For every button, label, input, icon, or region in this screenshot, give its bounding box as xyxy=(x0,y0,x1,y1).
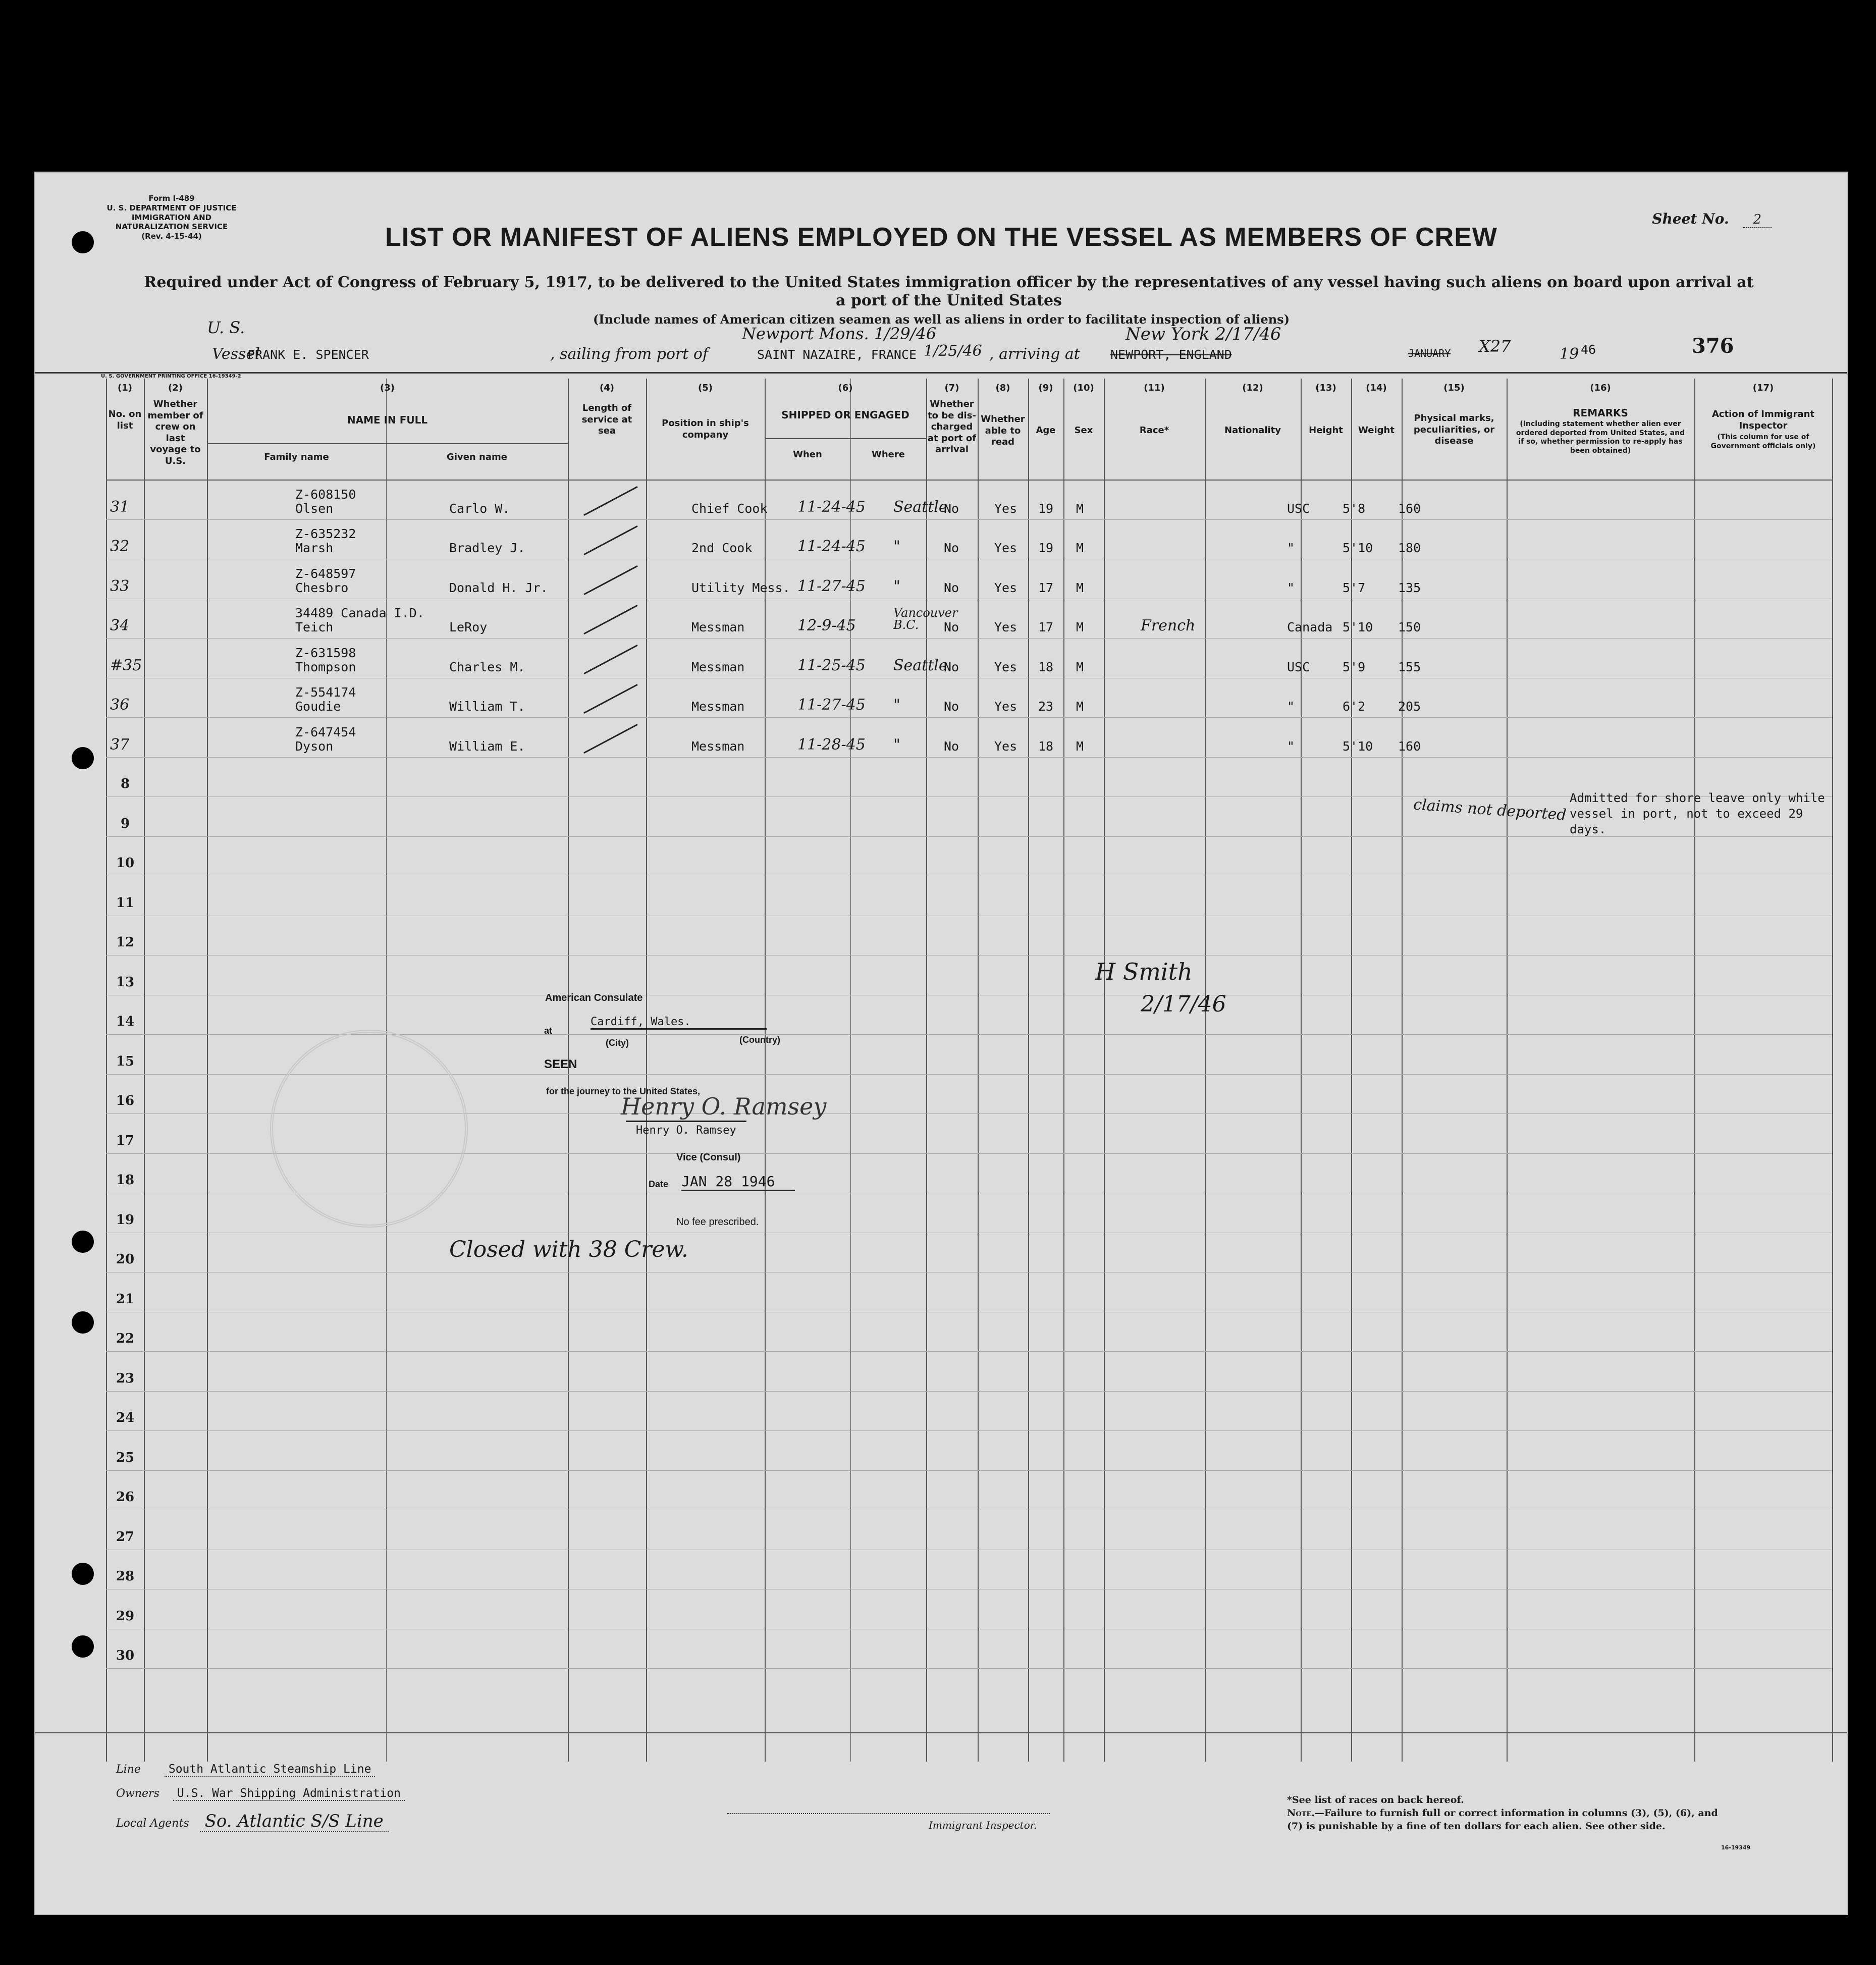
col-10-label: Sex xyxy=(1074,425,1093,436)
service-checkmark xyxy=(583,605,637,634)
include-note: (Include names of American citizen seamen as well as aliens in order to facilitate inspection of aliens) xyxy=(593,312,1290,327)
col-9-label: Age xyxy=(1036,425,1056,436)
crew-given-name: William T. xyxy=(449,699,525,714)
consul-stamp-title: Vice (Consul) xyxy=(676,1152,741,1163)
row-number: 26 xyxy=(116,1490,135,1505)
col-5-number: (5) xyxy=(698,383,713,393)
crew-weight: 160 xyxy=(1398,501,1421,516)
crew-discharged: No xyxy=(944,659,959,674)
agents-label: Local Agents xyxy=(116,1817,189,1830)
department-name: U. S. DEPARTMENT OF JUSTICE xyxy=(106,203,237,213)
binder-hole xyxy=(72,747,94,769)
row-number: 11 xyxy=(116,895,135,911)
vessel-prefix-handwritten: U. S. xyxy=(207,318,245,337)
inspector-signature-line xyxy=(727,1813,1050,1814)
crew-weight: 155 xyxy=(1398,659,1421,674)
crew-able-to-read: Yes xyxy=(994,541,1017,555)
col-8-number: (8) xyxy=(995,383,1010,393)
crew-shipped-where: " xyxy=(893,577,900,595)
service-checkmark xyxy=(583,486,637,516)
crew-given-name: Charles M. xyxy=(449,659,525,674)
crew-shipped-when: 11-27-45 xyxy=(797,696,866,714)
crew-weight: 160 xyxy=(1398,738,1421,754)
row-number: 19 xyxy=(116,1212,135,1228)
line-label: Line xyxy=(116,1763,141,1776)
crew-shipped-when: 11-27-45 xyxy=(797,577,866,595)
consul-stamp-city: Cardiff, Wales. xyxy=(591,1016,767,1030)
line-field xyxy=(116,1763,375,1776)
row-number: 17 xyxy=(116,1133,135,1148)
col-3-given: Given name xyxy=(447,452,507,462)
crew-given-name: Carlo W. xyxy=(449,501,510,516)
col-12-number: (12) xyxy=(1242,383,1263,393)
crew-id: Z-648597 xyxy=(295,566,356,581)
vessel-label: Vessel xyxy=(212,345,260,363)
note-label: Note. xyxy=(1287,1808,1315,1819)
crew-position: Messman xyxy=(691,699,745,714)
crew-id: 34489 Canada I.D. xyxy=(295,606,424,620)
crew-able-to-read: Yes xyxy=(994,738,1017,754)
crew-given-name: William E. xyxy=(449,738,525,754)
row-number: 21 xyxy=(116,1291,135,1307)
col-15-number: (15) xyxy=(1443,383,1465,393)
teich-remarks: Admitted for shore leave only while vessel in port, not to exceed 29 days. xyxy=(1570,791,1825,837)
col-6-label: SHIPPED OR ENGAGED xyxy=(781,409,909,421)
arriving-label: , arriving at xyxy=(989,345,1080,363)
crew-able-to-read: Yes xyxy=(994,699,1017,714)
form-revision: (Rev. 4-15-44) xyxy=(141,232,202,241)
crew-age: 17 xyxy=(1038,580,1054,595)
crew-family-name: Dyson xyxy=(295,738,334,754)
col-15-label: Physical marks, peculiarities, or disease xyxy=(1413,413,1495,446)
footer-rule xyxy=(35,1732,1847,1733)
rownum-hand: 33 xyxy=(110,577,130,595)
inspector-label: Immigrant Inspector. xyxy=(929,1819,1037,1831)
header-rule xyxy=(35,372,1847,374)
crew-nationality: USC xyxy=(1287,501,1310,516)
row-number: 13 xyxy=(116,974,135,990)
arrival-year: 46 xyxy=(1581,342,1596,357)
service-checkmark xyxy=(583,724,637,754)
crew-sex: M xyxy=(1076,659,1084,674)
owners-label: Owners xyxy=(116,1787,159,1800)
crew-position: Messman xyxy=(691,659,745,674)
row-number: 12 xyxy=(116,935,135,950)
binder-hole xyxy=(72,1635,94,1658)
col-16-label: REMARKS xyxy=(1573,407,1628,419)
crew-id: Z-631598 xyxy=(295,645,356,660)
consul-stamp-at: at xyxy=(544,1026,553,1036)
closed-note: Closed with 38 Crew. xyxy=(449,1237,688,1262)
crew-discharged: No xyxy=(944,738,959,754)
vessel-name: FRANK E. SPENCER xyxy=(247,347,369,362)
crew-family-name: Goudie xyxy=(295,699,341,714)
crew-nationality: " xyxy=(1287,699,1295,714)
crew-discharged: No xyxy=(944,620,959,634)
crew-sex: M xyxy=(1076,620,1084,634)
col-5-label: Position in ship's company xyxy=(662,418,749,440)
consul-stamp-city-label: (City) xyxy=(606,1038,629,1048)
crew-height: 6'2 xyxy=(1343,699,1366,714)
crew-shipped-when: 12-9-45 xyxy=(797,617,856,634)
penalty-note xyxy=(1287,1807,1731,1833)
sailing-from-port: SAINT NAZAIRE, FRANCE xyxy=(757,347,917,362)
crew-nationality: " xyxy=(1287,580,1295,595)
crew-shipped-where: Seattle xyxy=(893,656,948,674)
sheet-number-label: Sheet No. xyxy=(1652,210,1729,227)
row-number: 18 xyxy=(116,1173,135,1188)
consul-stamp-line1: American Consulate xyxy=(545,992,643,1003)
crew-position: Messman xyxy=(691,738,745,754)
owners-value: U.S. War Shipping Administration xyxy=(173,1787,405,1801)
consul-signer-name: Henry O. Ramsey xyxy=(626,1121,746,1137)
crew-id: Z-635232 xyxy=(295,526,356,541)
row-number: 22 xyxy=(116,1331,135,1346)
crew-shipped-where: " xyxy=(893,735,900,754)
agents-field xyxy=(116,1811,389,1831)
year-prefix: 19 xyxy=(1560,345,1579,363)
binder-hole xyxy=(72,1563,94,1585)
arriving-at-port: NEWPORT, ENGLAND xyxy=(1110,347,1232,362)
consul-stamp-date-label: Date xyxy=(649,1179,669,1189)
crew-shipped-where: Vancouver B.C. xyxy=(893,606,958,632)
col-13-number: (13) xyxy=(1315,383,1336,393)
col-17-number: (17) xyxy=(1752,383,1774,393)
col-4-number: (4) xyxy=(600,383,614,393)
crew-sex: M xyxy=(1076,501,1084,516)
row-number: 16 xyxy=(116,1093,135,1108)
crew-discharged: No xyxy=(944,501,959,516)
owners-field xyxy=(116,1787,405,1800)
col-3-number: (3) xyxy=(380,383,395,393)
crew-shipped-when: 11-25-45 xyxy=(797,656,866,674)
rownum-hand: #35 xyxy=(110,656,142,674)
crew-discharged: No xyxy=(944,699,959,714)
row-number: 9 xyxy=(120,816,130,831)
col-1-number: (1) xyxy=(118,383,132,393)
crew-height: 5'10 xyxy=(1343,620,1373,634)
crew-given-name: Donald H. Jr. xyxy=(449,580,548,595)
sailing-date-handwritten: 1/25/46 xyxy=(924,342,982,360)
binder-hole xyxy=(72,1231,94,1253)
teich-physical-handwritten: claims not deported xyxy=(1413,795,1567,824)
col-9-number: (9) xyxy=(1038,383,1053,393)
consular-embossed-seal xyxy=(270,1030,468,1228)
crew-family-name: Marsh xyxy=(295,541,334,555)
col-2-label: Whether member of crew on last voyage to U.S. xyxy=(147,399,203,466)
row-number: 15 xyxy=(116,1053,135,1069)
col-13-label: Height xyxy=(1309,425,1343,436)
crew-table xyxy=(106,379,1832,1762)
crew-position: Chief Cook xyxy=(691,501,768,516)
row-number: 24 xyxy=(116,1410,135,1425)
form-code: 16-19349 xyxy=(1721,1844,1751,1851)
inspector-date: 2/17/46 xyxy=(1141,991,1226,1017)
crew-nationality: " xyxy=(1287,738,1295,754)
crew-height: 5'7 xyxy=(1343,580,1366,595)
rownum-hand: 34 xyxy=(110,617,130,634)
crew-age: 19 xyxy=(1038,541,1054,555)
col-11-label: Race* xyxy=(1139,425,1169,436)
inspector-initials: H Smith xyxy=(1095,958,1193,985)
col-11-number: (11) xyxy=(1144,383,1165,393)
crew-age: 18 xyxy=(1038,659,1054,674)
col-4-label: Length of service at sea xyxy=(581,403,632,436)
crew-age: 18 xyxy=(1038,738,1054,754)
crew-shipped-when: 11-24-45 xyxy=(797,538,866,555)
service-checkmark xyxy=(583,565,637,595)
crew-given-name: Bradley J. xyxy=(449,541,525,555)
row-number: 20 xyxy=(116,1252,135,1267)
crew-family-name: Olsen xyxy=(295,501,334,516)
crew-able-to-read: Yes xyxy=(994,659,1017,674)
printing-office: U. S. GOVERNMENT PRINTING OFFICE 16-19349-2 xyxy=(101,374,241,379)
consul-signature: Henry O. Ramsey xyxy=(621,1093,827,1120)
crew-shipped-when: 11-24-45 xyxy=(797,498,866,516)
sheet-number-value: 2 xyxy=(1743,212,1772,228)
row-number: 8 xyxy=(120,776,130,791)
crew-age: 23 xyxy=(1038,699,1054,714)
crew-nationality: Canada xyxy=(1287,620,1333,634)
crew-able-to-read: Yes xyxy=(994,501,1017,516)
rownum-hand: 31 xyxy=(110,498,130,516)
row-number: 27 xyxy=(116,1529,135,1545)
col-7-label: Whether to be dis-charged at port of arrival xyxy=(927,399,977,455)
col-16-sublabel: (Including statement whether alien ever ordered deported from United States, and if so, whether permission to re-apply has been obtained) xyxy=(1516,420,1685,455)
crew-able-to-read: Yes xyxy=(994,580,1017,595)
crew-family-name: Teich xyxy=(295,620,334,634)
crew-discharged: No xyxy=(944,580,959,595)
col-2-number: (2) xyxy=(168,383,183,393)
manifest-title: LIST OR MANIFEST OF ALIENS EMPLOYED ON THE VESSEL AS MEMBERS OF CREW xyxy=(385,223,1497,252)
crew-height: 5'10 xyxy=(1343,541,1373,555)
row-number: 14 xyxy=(116,1014,135,1029)
crew-shipped-where: Seattle xyxy=(893,498,948,516)
crew-weight: 150 xyxy=(1398,620,1421,634)
crew-height: 5'9 xyxy=(1343,659,1366,674)
page-number: 376 xyxy=(1692,334,1734,358)
col-17-sublabel: (This column for use of Government officials only) xyxy=(1710,433,1816,450)
crew-sex: M xyxy=(1076,541,1084,555)
crew-age: 19 xyxy=(1038,501,1054,516)
crew-id: Z-608150 xyxy=(295,487,356,502)
rownum-hand: 37 xyxy=(110,735,130,754)
crew-sex: M xyxy=(1076,738,1084,754)
consul-stamp-journey: for the journey to the United States, xyxy=(546,1086,701,1096)
crew-given-name: LeRoy xyxy=(449,620,488,634)
row-number: 29 xyxy=(116,1608,135,1624)
form-number: Form I-489 xyxy=(148,194,195,203)
crew-weight: 205 xyxy=(1398,699,1421,714)
col-7-number: (7) xyxy=(944,383,959,393)
consul-stamp-date: JAN 28 1946 xyxy=(681,1173,795,1191)
col-1-label: No. on list xyxy=(108,409,142,431)
note-text: —Failure to furnish full or correct information in columns (3), (5), (6), and (7) is punishable by a fine of ten dollars for each alien. See other side. xyxy=(1287,1808,1718,1832)
sailing-label: , sailing from port of xyxy=(550,345,709,363)
crew-shipped-where: " xyxy=(893,696,900,714)
crew-id: Z-554174 xyxy=(295,685,356,700)
crew-race: French xyxy=(1141,617,1196,634)
consul-stamp-seen: SEEN xyxy=(544,1057,577,1071)
agents-value: So. Atlantic S/S Line xyxy=(200,1811,389,1832)
col-17-label: Action of Immigrant Inspector xyxy=(1712,409,1814,431)
service-checkmark xyxy=(583,684,637,714)
crew-shipped-when: 11-28-45 xyxy=(797,735,866,754)
requirement-text: Required under Act of Congress of February 5, 1917, to be delivered to the United States immigration officer by the representatives of any vessel having such aliens on board upon arrival at a port of the United States xyxy=(144,274,1754,309)
crew-sex: M xyxy=(1076,580,1084,595)
crew-family-name: Thompson xyxy=(295,659,356,674)
col-6-when: When xyxy=(793,449,822,460)
races-note: *See list of races on back hereof. xyxy=(1287,1794,1464,1805)
service-name: IMMIGRATION AND NATURALIZATION SERVICE xyxy=(115,213,228,232)
crew-nationality: USC xyxy=(1287,659,1310,674)
crew-weight: 135 xyxy=(1398,580,1421,595)
col-6-number: (6) xyxy=(838,383,853,393)
consul-stamp-fee: No fee prescribed. xyxy=(676,1216,759,1228)
crew-position: Utility Mess. xyxy=(691,580,790,595)
crew-position: 2nd Cook xyxy=(691,541,753,555)
rownum-hand: 32 xyxy=(110,538,130,555)
crew-able-to-read: Yes xyxy=(994,620,1017,634)
crew-shipped-where: " xyxy=(893,538,900,555)
service-checkmark xyxy=(583,525,637,555)
col-3-family: Family name xyxy=(264,452,329,462)
sailing-from-handwritten: Newport Mons. 1/29/46 xyxy=(742,324,937,343)
crew-id: Z-647454 xyxy=(295,724,356,739)
col-14-number: (14) xyxy=(1366,383,1387,393)
crew-height: 5'8 xyxy=(1343,501,1366,516)
col-3-label: NAME IN FULL xyxy=(347,414,428,426)
arrival-month: JANUARY xyxy=(1408,347,1451,359)
binder-hole xyxy=(72,1311,94,1334)
row-number: 23 xyxy=(116,1370,135,1386)
rownum-hand: 36 xyxy=(110,696,130,714)
col-12-label: Nationality xyxy=(1224,425,1281,436)
crew-position: Messman xyxy=(691,620,745,634)
col-8-label: Whether able to read xyxy=(981,414,1025,447)
crew-height: 5'10 xyxy=(1343,738,1373,754)
col-16-number: (16) xyxy=(1590,383,1611,393)
col-10-number: (10) xyxy=(1073,383,1094,393)
line-value: South Atlantic Steamship Line xyxy=(165,1763,376,1777)
row-number: 30 xyxy=(116,1648,135,1663)
arrival-day-handwritten: X27 xyxy=(1479,337,1511,356)
manifest-sheet xyxy=(34,172,1848,1915)
row-number: 25 xyxy=(116,1450,135,1465)
crew-sex: M xyxy=(1076,699,1084,714)
service-checkmark xyxy=(583,645,637,674)
col-6-where: Where xyxy=(872,449,905,460)
crew-discharged: No xyxy=(944,541,959,555)
crew-nationality: " xyxy=(1287,541,1295,555)
consul-stamp-country-label: (Country) xyxy=(739,1035,780,1045)
row-number: 10 xyxy=(116,856,135,871)
crew-age: 17 xyxy=(1038,620,1054,634)
row-number: 28 xyxy=(116,1569,135,1584)
crew-family-name: Chesbro xyxy=(295,580,349,595)
arriving-at-handwritten: New York 2/17/46 xyxy=(1125,324,1281,344)
binder-hole xyxy=(72,231,94,253)
crew-weight: 180 xyxy=(1398,541,1421,555)
col-14-label: Weight xyxy=(1358,425,1395,436)
